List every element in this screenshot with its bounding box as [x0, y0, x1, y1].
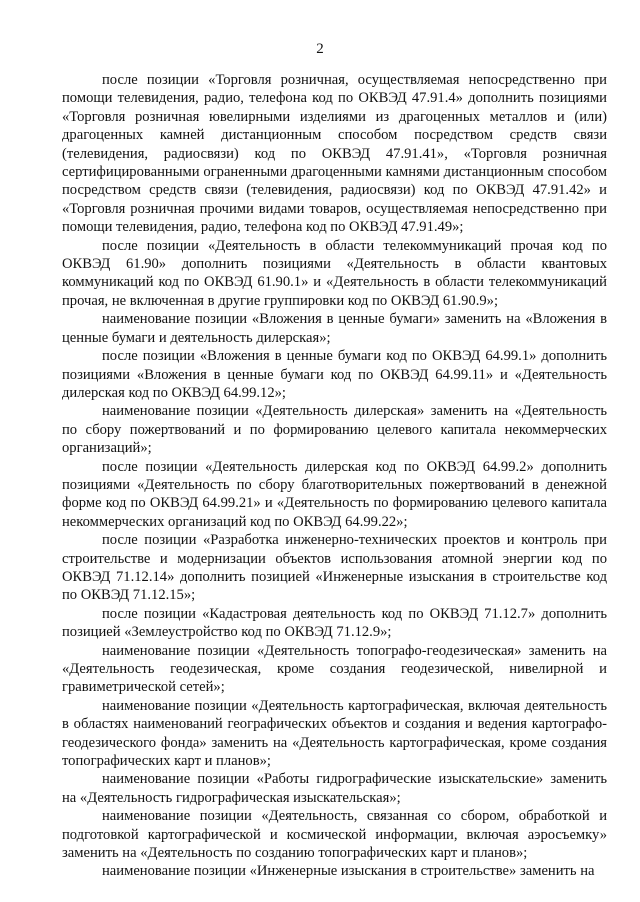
paragraph: после позиции «Деятельность в области телекоммуникаций прочая код по ОКВЭД 61.90» дополнить позициями «Деятельность в области квантовых коммуникаций код по ОКВЭД 61.90.1» и «Деятельность в области телекоммуникаций прочая, не включенная в другие группировки код по ОКВЭД 61.90.9»; [62, 237, 607, 309]
paragraph: наименование позиции «Вложения в ценные бумаги» заменить на «Вложения в ценные бумаги и деятельность дилерская»; [62, 311, 607, 346]
paragraph: после позиции «Кадастровая деятельность код по ОКВЭД 71.12.7» дополнить позицией «Землеустройство код по ОКВЭД 71.12.9»; [62, 605, 607, 641]
paragraph: после позиции «Деятельность дилерская код по ОКВЭД 64.99.2» дополнить позициями «Деятельность по сбору благотворительных пожертвований в денежной форме код по ОКВЭД 64.99.21» и «Деятельность по формированию целевого капитала некоммерческих организаций код по ОКВЭД 64.99.22»; [62, 458, 607, 530]
paragraph: наименование позиции «Деятельность картографическая, включая деятельность в областях наименований географических объектов и создания и ведения картографо-геодезического фонда» заменить на «Деятельность картографическая, кроме создания топографических карт и планов»; [62, 697, 607, 770]
paragraph: после позиции «Торговля розничная, осуществляемая непосредственно при помощи телевидения, радио, телефона код по ОКВЭД 47.91.4» дополнить позициями «Торговля розничная ювелирными изделиями из драгоценных металлов и (или) драгоценных камней дистанционным способом посредством средств связи (телевидения, радиосвязи) код по ОКВЭД 47.91.41», «Торговля розничная сертифицированными ограненными драгоценными камнями дистанционным способом посредством средств связи (телевидения, радиосвязи) код по ОКВЭД 47.91.42» и «Торговля розничная прочими видами товаров, осуществляемая непосредственно при помощи телевидения, радио, телефона код по ОКВЭД 47.91.49»; [62, 72, 607, 236]
document-body [62, 71, 607, 881]
paragraph: после позиции «Вложения в ценные бумаги код по ОКВЭД 64.99.1» дополнить позициями «Вложения в ценные бумаги код по ОКВЭД 64.99.11» и «Деятельность дилерская код по ОКВЭД 64.99.12»; [62, 348, 607, 401]
paragraph: наименование позиции «Инженерные изыскания в строительстве» заменить на [102, 863, 595, 880]
paragraph: после позиции «Разработка инженерно-технических проектов и контроль при строительстве и модернизации объектов использования атомной энергии код по ОКВЭД 71.12.14» дополнить позицией «Инженерные изыскания в строительстве код по ОКВЭД 71.12.15»; [62, 532, 607, 604]
paragraph: наименование позиции «Деятельность, связанная со сбором, обработкой и подготовкой картографической и космической информации, включая аэросъемку» заменить на «Деятельность по созданию топографических карт и планов»; [62, 808, 607, 862]
page-number: 2 [316, 41, 324, 57]
paragraph: наименование позиции «Деятельность дилерская» заменить на «Деятельность по сбору пожертвований и по формированию целевого капитала некоммерческих организаций»; [62, 403, 607, 457]
paragraph: наименование позиции «Работы гидрографические изыскательские» заменить на «Деятельность гидрографическая изыскательская»; [62, 771, 607, 806]
paragraph: наименование позиции «Деятельность топографо-геодезическая» заменить на «Деятельность геодезическая, кроме создания геодезической, нивелирной и гравиметрической сетей»; [62, 642, 607, 696]
